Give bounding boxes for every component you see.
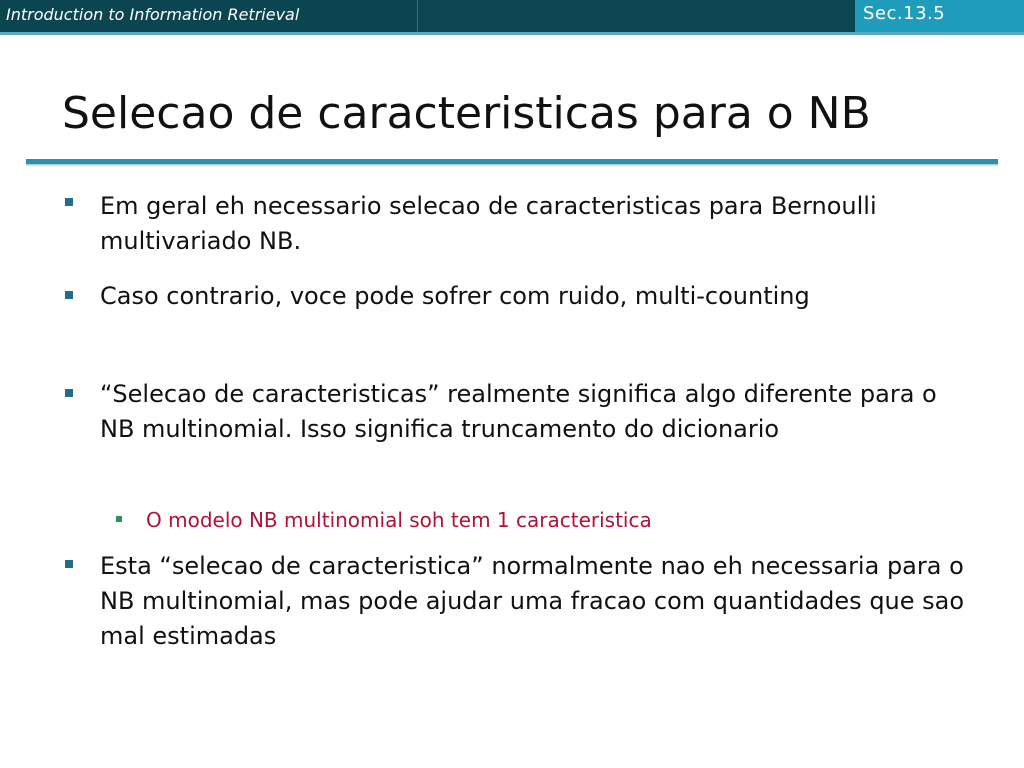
course-title: Introduction to Information Retrieval: [6, 5, 300, 24]
slide-title: Selecao de caracteristicas para o NB: [62, 88, 871, 139]
sub-bullet-marker: [116, 516, 122, 522]
bullet-marker: [65, 291, 73, 299]
bullet-text: Esta “selecao de caracteristica” normalmente nao eh necessaria para o NB multinomial, mas pode ajudar uma fracao com quantidades que sao mal estimadas: [100, 552, 965, 650]
bullet-text: Caso contrario, voce pode sofrer com ruido, multi-counting: [100, 282, 810, 310]
bullet-marker: [65, 198, 73, 206]
bullet-marker: [65, 560, 73, 568]
bullet-text: Em geral eh necessario selecao de caracteristicas para Bernoulli multivariado NB.: [100, 192, 877, 255]
bullet-text: “Selecao de caracteristicas” realmente significa algo diferente para o NB multinomial. Isso significa truncamento do dicionario: [100, 380, 937, 443]
bullet-marker: [65, 389, 73, 397]
sub-bullet-text: O modelo NB multinomial soh tem 1 caracteristica: [146, 508, 652, 532]
section-number: Sec.13.5: [863, 3, 946, 24]
